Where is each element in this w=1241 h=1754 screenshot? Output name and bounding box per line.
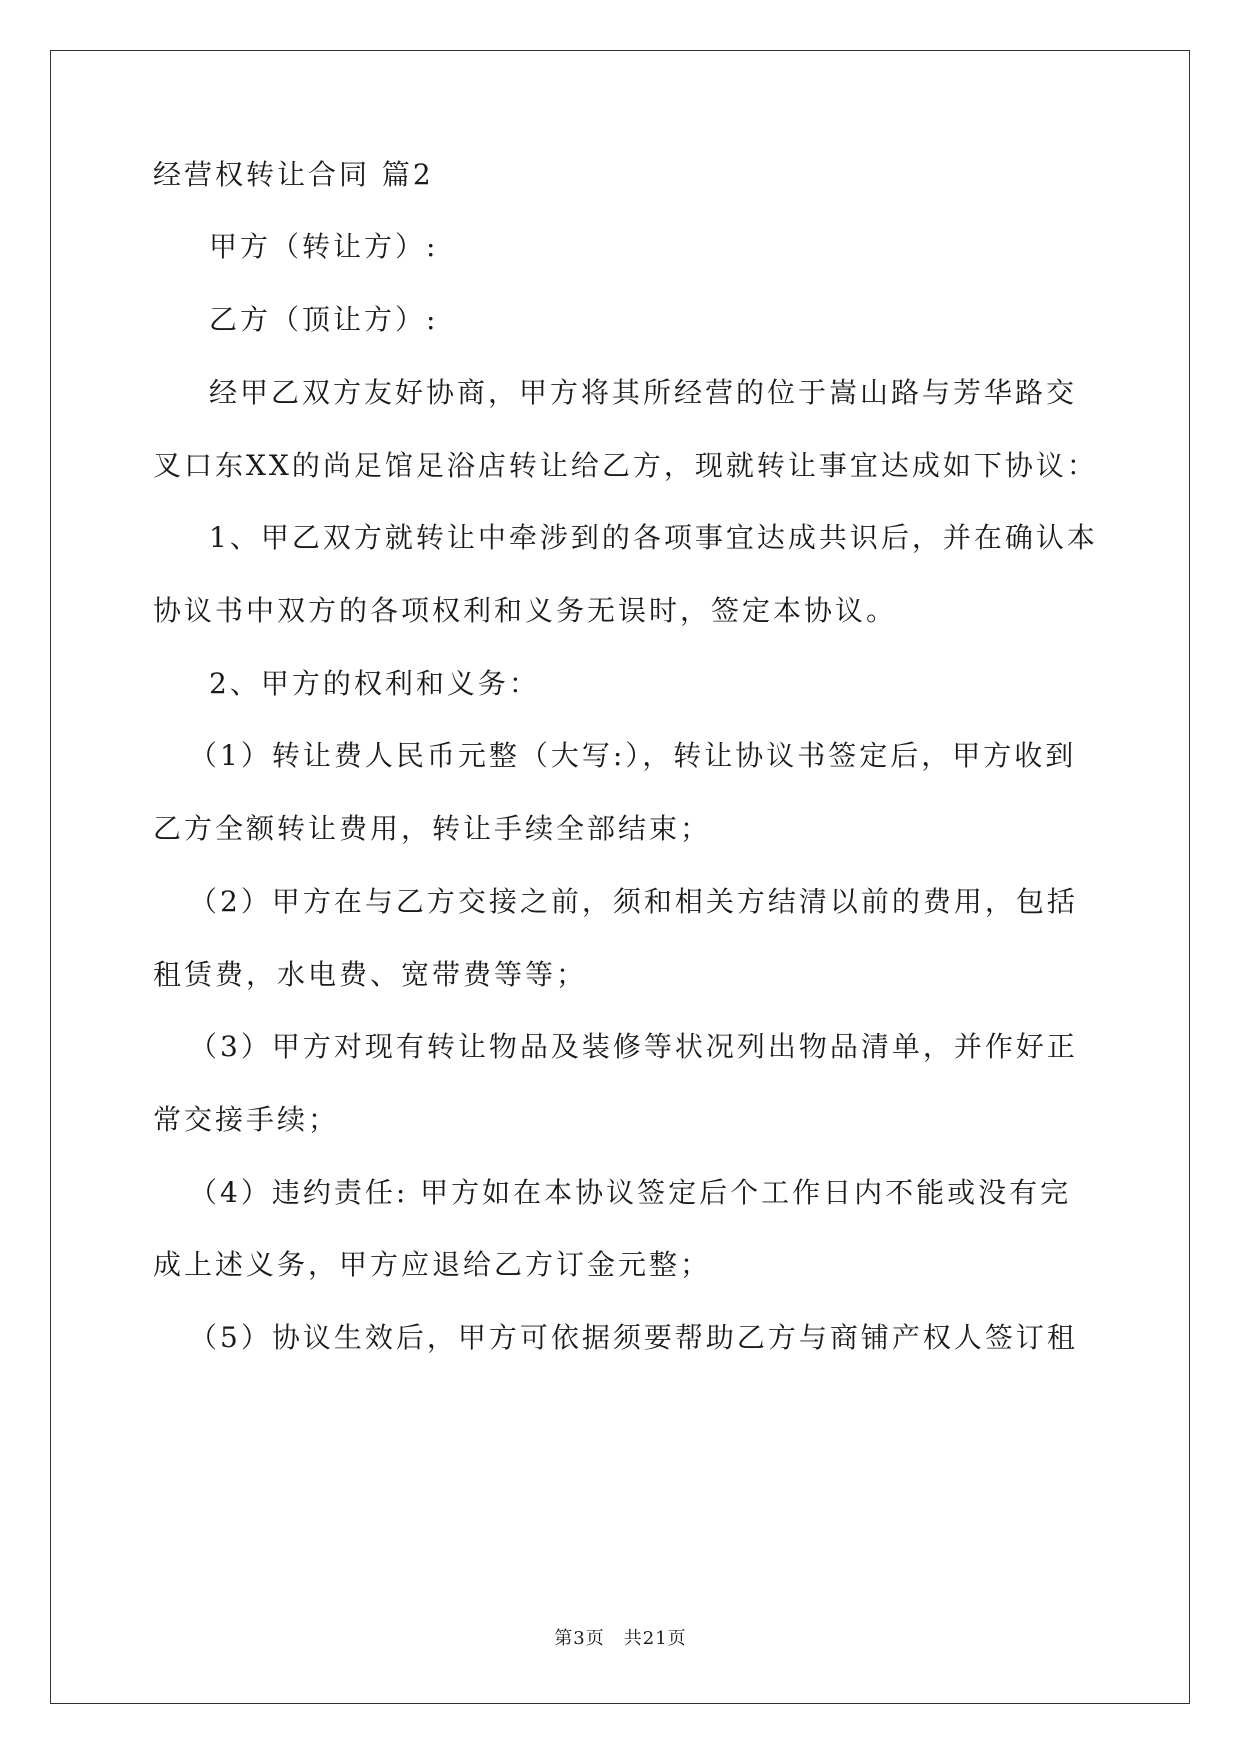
document-title: 经营权转让合同 篇2 <box>153 158 434 191</box>
paragraph-line: （5）协议生效后，甲方可依据须要帮助乙方与商铺产权人签订租 <box>189 1321 1078 1354</box>
paragraph-line: 租赁费，水电费、宽带费等等； <box>153 958 588 991</box>
page-border <box>50 50 1190 1704</box>
paragraph-line: （3）甲方对现有转让物品及装修等状况列出物品清单，并作好正 <box>189 1030 1078 1063</box>
paragraph-line: 甲方（转让方）: <box>209 230 439 263</box>
paragraph-line: （2）甲方在与乙方交接之前，须和相关方结清以前的费用，包括 <box>189 885 1078 918</box>
paragraph-line: 乙方全额转让费用，转让手续全部结束； <box>153 812 712 845</box>
paragraph-line: 叉口东XX的尚足馆足浴店转让给乙方，现就转让事宜达成如下协议： <box>153 449 1098 482</box>
paragraph-line: 2、甲方的权利和义务： <box>209 667 540 700</box>
paragraph-line: 常交接手续； <box>153 1103 340 1136</box>
paragraph-line: （4）违约责任: 甲方如在本协议签定后个工作日内不能或没有完 <box>189 1176 1072 1209</box>
paragraph-line: 成上述义务，甲方应退给乙方订金元整； <box>153 1248 712 1281</box>
paragraph-line: 经甲乙双方友好协商，甲方将其所经营的位于嵩山路与芳华路交 <box>209 376 1078 409</box>
paragraph-line: 1、甲乙双方就转让中牵涉到的各项事宜达成共识后，并在确认本 <box>209 521 1098 554</box>
paragraph-line: （1）转让费人民币元整（大写:），转让协议书签定后，甲方收到 <box>189 739 1077 772</box>
paragraph-line: 乙方（顶让方）: <box>209 303 439 336</box>
paragraph-line: 协议书中双方的各项权利和义务无误时，签定本协议。 <box>153 594 898 627</box>
page-number-footer: 第3页 共21页 <box>554 1628 687 1649</box>
